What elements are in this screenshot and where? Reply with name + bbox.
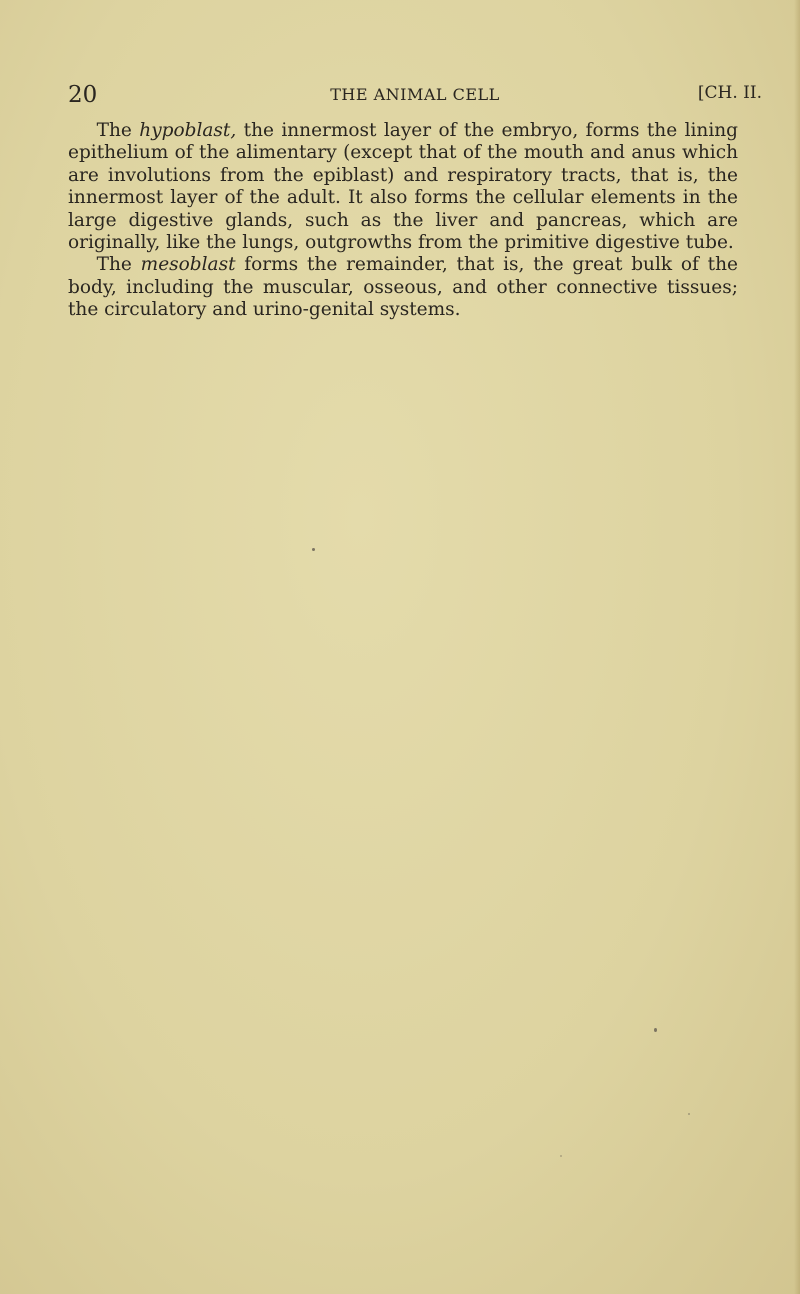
paragraph-text: the innermost layer of the embryo, forms the lining epithelium of the alimentary (except that of the mouth and anus which are involutions from the epiblast) and respiratory tracts, that is, the innermost layer of the adult. It also forms the cellular elements in the large digestive glands, such as the liver and pancreas, which are originally, like the lungs, outgrowths from the primitive digestive tube. (68, 120, 738, 254)
paper-speck (688, 1113, 690, 1115)
term-hypoblast: hypoblast, (139, 120, 237, 141)
running-title: THE ANIMAL CELL (330, 85, 500, 104)
paper-speck (560, 1155, 562, 1157)
body-text (68, 120, 738, 322)
page-edge-shadow (794, 0, 800, 1294)
paragraph-mesoblast (68, 254, 738, 321)
page-number: 20 (68, 82, 98, 108)
chapter-reference: [CH. II. (697, 83, 762, 103)
page-header (68, 82, 762, 108)
paper-speck (654, 1028, 657, 1032)
paper-speck (312, 548, 315, 551)
term-mesoblast: mesoblast (140, 254, 236, 276)
paragraph-hypoblast (68, 120, 738, 254)
paragraph-lead: The (96, 120, 140, 141)
paragraph-lead: The (96, 254, 141, 276)
paragraph-text: forms the remainder, that is, the great bulk of the body, including the muscular, osseous, and other connective tissues; the circulatory and urino-genital systems. (68, 254, 738, 321)
